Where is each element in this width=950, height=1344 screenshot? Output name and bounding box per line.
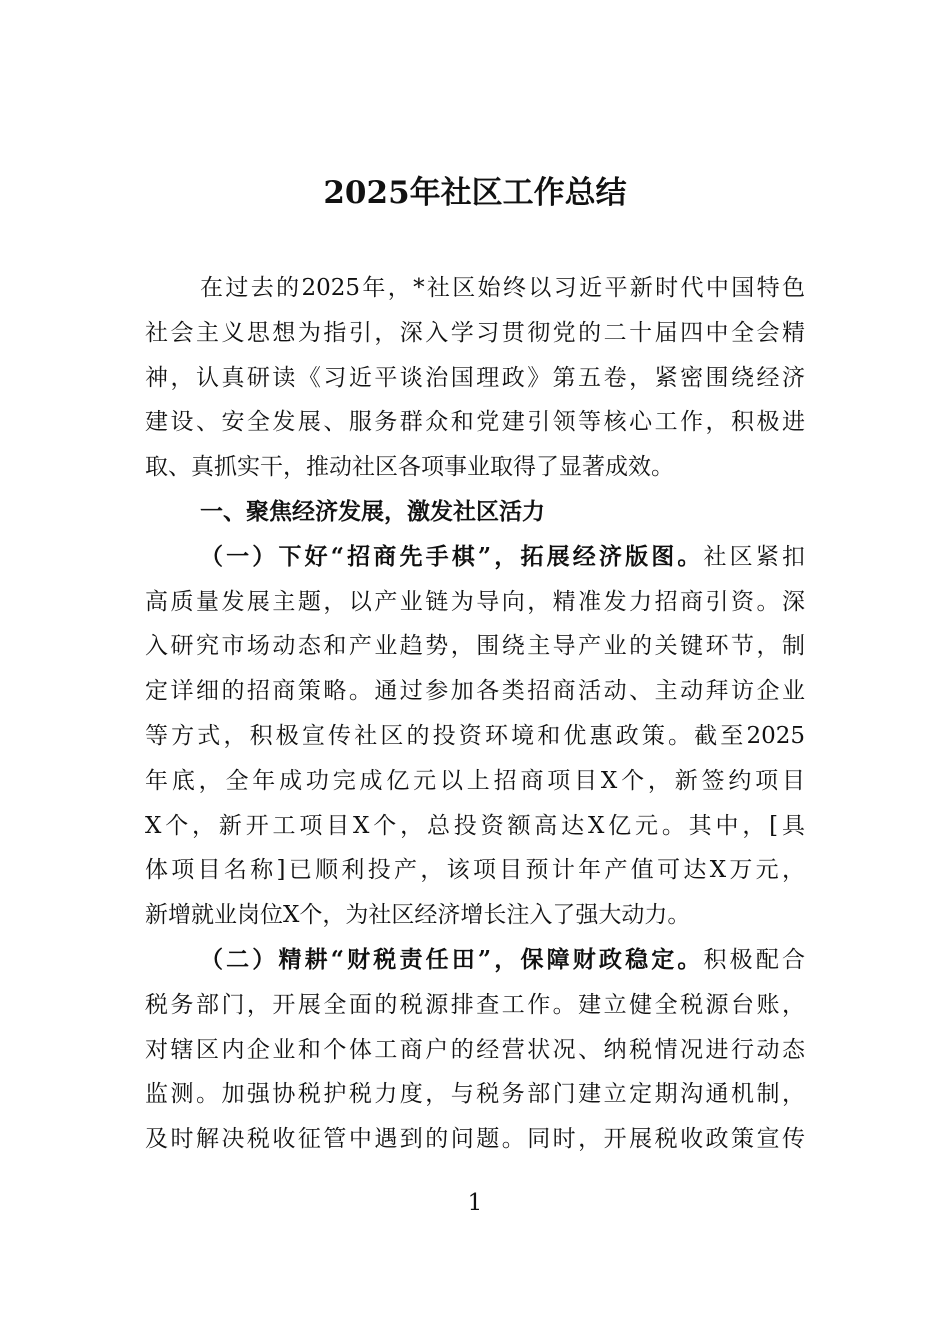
text-line: 神，认真研读《习近平谈治国理政》第五卷，紧密围绕经济 xyxy=(145,364,805,391)
subsection-1-paragraph xyxy=(145,535,805,938)
text-span: 社区紧扣 xyxy=(703,543,805,570)
text-line xyxy=(145,535,805,580)
text-line: 体项目名称]已顺利投产，该项目预计年产值可达X万元， xyxy=(145,857,805,884)
text-line: 及时解决税收征管中遇到的问题。同时，开展税收政策宣传 xyxy=(145,1126,805,1153)
text-line: 建设、安全发展、服务群众和党建引领等核心工作，积极进 xyxy=(145,409,805,436)
text-line: 社会主义思想为指引，深入学习贯彻党的二十届四中全会精 xyxy=(145,319,805,346)
intro-paragraph xyxy=(145,266,805,490)
text-line: 税务部门，开展全面的税源排查工作。建立健全税源台账， xyxy=(145,991,805,1018)
page-number: 1 xyxy=(467,1190,483,1216)
text-line: 高质量发展主题，以产业链为导向，精准发力招商引资。深 xyxy=(145,588,805,615)
text-span: 积极配合 xyxy=(703,946,805,973)
text-line: X个，新开工项目X个，总投资额高达X亿元。其中，[具 xyxy=(145,812,805,839)
document-title: 2025年社区工作总结 xyxy=(323,175,627,211)
text-line: 监测。加强协税护税力度，与税务部门建立定期沟通机制， xyxy=(145,1081,805,1108)
subsection-lead: （二）精耕“财税责任田”，保障财政稳定。 xyxy=(200,945,704,973)
text-line: 新增就业岗位X个，为社区经济增长注入了强大动力。 xyxy=(145,902,691,929)
document-body xyxy=(145,266,805,1162)
subsection-2-paragraph xyxy=(145,938,805,1162)
text-line: 入研究市场动态和产业趋势，围绕主导产业的关键环节，制 xyxy=(145,633,805,660)
text-line: 对辖区内企业和个体工商户的经营状况、纳税情况进行动态 xyxy=(145,1036,805,1063)
text-line: 等方式，积极宣传社区的投资环境和优惠政策。截至2025 xyxy=(145,722,805,749)
section-heading: 一、聚焦经济发展，激发社区活力 xyxy=(200,497,545,525)
text-line: 年底，全年成功完成亿元以上招商项目X个，新签约项目 xyxy=(145,767,805,794)
text-line: 取、真抓实干，推动社区各项事业取得了显著成效。 xyxy=(145,454,674,481)
text-line: 定详细的招商策略。通过参加各类招商活动、主动拜访企业 xyxy=(145,678,805,705)
subsection-lead: （一）下好“招商先手棋”，拓展经济版图。 xyxy=(200,542,704,570)
text-line: 在过去的2025年，*社区始终以习近平新时代中国特色 xyxy=(200,275,805,301)
text-line xyxy=(145,938,805,983)
